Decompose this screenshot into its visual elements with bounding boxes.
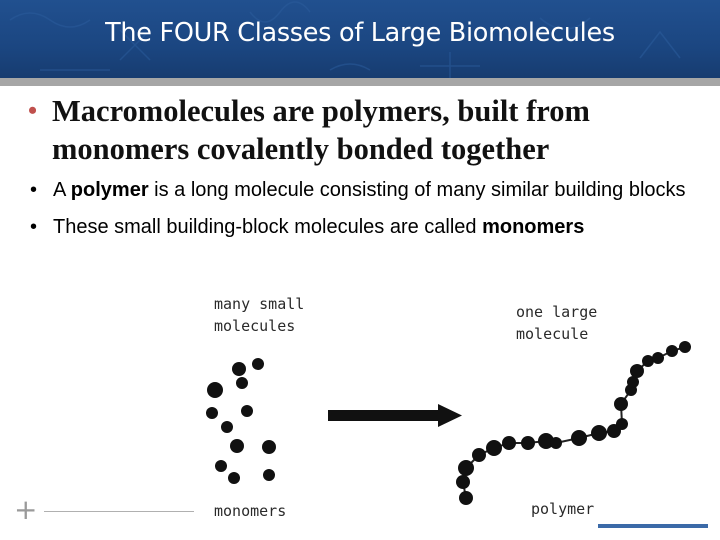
main-bullet-marker: • — [28, 96, 38, 125]
slide-header — [0, 0, 720, 78]
label-polymer: polymer — [531, 500, 595, 518]
monomer-dot — [263, 469, 275, 481]
sub-bullet-text-start: A — [53, 179, 71, 201]
monomer-dot — [206, 407, 218, 419]
header-divider — [0, 78, 720, 86]
slide-title: The FOUR Classes of Large Biomolecules — [105, 18, 615, 48]
monomer-dot — [232, 362, 246, 376]
monomer-dot — [236, 377, 248, 389]
sub-bullet-text-end: is a long molecule consisting of many similar building blocks — [148, 179, 686, 201]
polymer-chain — [456, 341, 691, 505]
monomer-dot — [215, 460, 227, 472]
label-one-large-molecule: one large molecule — [516, 303, 598, 343]
monomer-dot — [228, 472, 240, 484]
term-monomers: monomers — [482, 216, 585, 238]
monomer-dot — [221, 421, 233, 433]
reaction-arrow — [328, 404, 462, 427]
footer-rule — [44, 511, 194, 512]
sub-bullet-marker: • — [30, 179, 38, 201]
monomer-dot — [252, 358, 264, 370]
term-polymer: polymer — [70, 179, 149, 201]
corner-accent-bar — [598, 524, 708, 528]
sub-bullet-text-start: These small building-block molecules are called — [53, 216, 483, 238]
plus-icon: + — [14, 493, 38, 526]
monomer-dot — [262, 440, 276, 454]
sub-bullet-list — [30, 176, 700, 250]
label-monomers: monomers — [214, 502, 287, 520]
polymerization-illustration — [190, 287, 710, 527]
main-bullet-text: Macromolecules are polymers, built from monomers covalently bonded together — [52, 94, 590, 166]
sub-bullet-monomers — [30, 213, 700, 242]
sub-bullet-marker: • — [30, 216, 38, 238]
monomer-dot — [207, 382, 223, 398]
monomer-dot — [230, 439, 244, 453]
label-many-small-molecules: many small molecules — [214, 295, 305, 335]
sub-bullet-polymer — [30, 176, 700, 205]
main-bullet — [30, 92, 700, 168]
monomer-dot — [241, 405, 253, 417]
